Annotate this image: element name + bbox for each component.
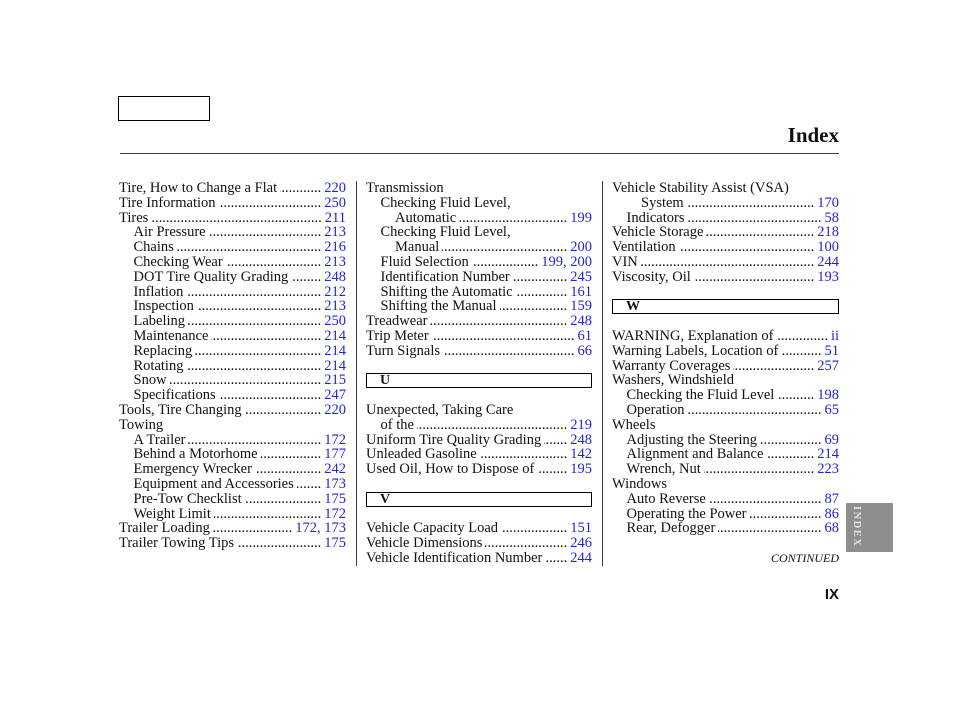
dot-leader	[704, 462, 814, 477]
entry-term: Air Pressure	[133, 224, 206, 241]
page-link[interactable]: 213	[324, 253, 346, 270]
dot-leader	[687, 211, 821, 226]
index-entry	[366, 314, 592, 329]
dot-leader	[226, 255, 322, 270]
page-link[interactable]: 66	[577, 342, 592, 359]
entry-term: Replacing	[133, 342, 193, 359]
index-subentry	[366, 270, 592, 285]
page-link[interactable]: 213	[324, 298, 346, 315]
entry-term: Inflation	[133, 283, 184, 300]
entry-term: Checking Fluid Level,	[380, 194, 511, 211]
index-entry	[366, 329, 592, 344]
entry-term: Emergency Wrecker	[133, 461, 252, 478]
page-link[interactable]: 170	[817, 194, 839, 211]
entry-term: Washers, Windshield	[612, 372, 735, 389]
page-link[interactable]: 58	[824, 209, 839, 226]
dot-leader	[280, 181, 321, 196]
index-entry	[612, 255, 839, 270]
index-entry	[366, 521, 592, 536]
entry-term: of the	[380, 416, 414, 433]
page-link[interactable]: ii	[830, 327, 839, 344]
dot-leader	[261, 447, 322, 462]
page-title: Index	[787, 123, 839, 147]
index-entry	[366, 536, 592, 551]
dot-leader	[777, 388, 814, 403]
page-link[interactable]: 68	[824, 520, 839, 537]
index-entry	[119, 196, 346, 211]
index-subentry	[612, 196, 839, 211]
entry-term: Inspection	[133, 298, 194, 315]
column-divider	[602, 181, 603, 566]
entry-term: Weight Limit	[133, 505, 211, 522]
entry-term: Rear, Defogger	[626, 520, 716, 537]
page-link[interactable]: 215	[324, 372, 346, 389]
page-link[interactable]: 172	[324, 431, 346, 448]
page-link[interactable]: 61	[577, 327, 592, 344]
page-link[interactable]: 242	[324, 461, 346, 478]
entry-term: Viscosity, Oil	[612, 268, 691, 285]
dot-leader	[544, 433, 567, 448]
index-entry	[612, 359, 839, 374]
page-link[interactable]: 246	[570, 535, 592, 552]
entry-term: Towing	[119, 416, 164, 433]
entry-term: Treadwear	[366, 313, 428, 330]
entry-term: Checking Fluid Level,	[380, 224, 511, 241]
page-link[interactable]: 247	[324, 387, 346, 404]
page-link[interactable]: 212	[324, 283, 346, 300]
index-entry	[366, 551, 592, 566]
index-entry	[119, 403, 346, 418]
dot-leader	[513, 270, 568, 285]
dot-leader	[718, 521, 821, 536]
dot-leader	[214, 507, 321, 522]
entry-term: Checking the Fluid Level	[626, 387, 775, 404]
entry-term: Shifting the Manual	[380, 298, 497, 315]
page-link[interactable]: 87	[824, 490, 839, 507]
index-subentry	[119, 344, 346, 359]
index-entry	[119, 521, 346, 536]
page-link[interactable]: 199, 200	[541, 253, 592, 270]
page-link[interactable]: 175	[324, 535, 346, 552]
index-subentry	[119, 225, 346, 240]
index-entry	[119, 536, 346, 551]
index-subentry	[119, 447, 346, 462]
dot-leader	[213, 521, 292, 536]
page-link[interactable]: 69	[824, 431, 839, 448]
header-rule	[120, 153, 839, 154]
entry-term: Maintenance	[133, 327, 209, 344]
entry-term: Tire, How to Change a Flat	[119, 180, 278, 196]
entry-term: System	[641, 194, 684, 211]
entry-term: Specifications	[133, 387, 216, 404]
entry-term: Labeling	[133, 313, 186, 330]
page-link[interactable]: 244	[570, 549, 592, 566]
page-link[interactable]: 216	[324, 239, 346, 256]
page-link[interactable]: 211	[324, 209, 346, 226]
page-link[interactable]: 248	[570, 313, 592, 330]
index-column-2	[366, 181, 592, 566]
entry-term: Warranty Coverages	[612, 357, 731, 374]
page-link[interactable]: 245	[570, 268, 592, 285]
entry-term: Tire Information	[119, 194, 216, 211]
index-entry	[119, 211, 346, 226]
dot-leader	[501, 521, 567, 536]
letter-section-heading	[366, 492, 592, 507]
entry-term: Vehicle Identification Number	[366, 549, 543, 566]
entry-term: Snow	[133, 372, 167, 389]
index-entry	[612, 329, 839, 344]
index-subentry	[366, 255, 592, 270]
page-link[interactable]: 248	[570, 431, 592, 448]
dot-leader	[750, 507, 822, 522]
page-link[interactable]: 248	[324, 268, 346, 285]
index-entry	[612, 225, 839, 240]
dot-leader	[237, 536, 321, 551]
entry-term: Vehicle Capacity Load	[366, 520, 499, 537]
index-subentry	[612, 433, 839, 448]
index-subentry	[119, 477, 346, 492]
page-link[interactable]: 219	[570, 416, 592, 433]
index-entry	[366, 344, 592, 359]
index-subentry	[612, 462, 839, 477]
index-entry	[612, 240, 839, 255]
entry-term: Vehicle Stability Assist (VSA)	[612, 180, 789, 196]
entry-term: Chains	[133, 239, 174, 256]
entry-term: Shifting the Automatic	[380, 283, 513, 300]
entry-term: Fluid Selection	[380, 253, 469, 270]
page-link[interactable]: 244	[817, 253, 839, 270]
page-link[interactable]: 161	[570, 283, 592, 300]
page-link[interactable]: 214	[817, 446, 839, 463]
index-entry	[366, 447, 592, 462]
page-link[interactable]: 142	[570, 446, 592, 463]
entry-term: A Trailer	[133, 431, 186, 448]
page-link[interactable]: 100	[817, 239, 839, 256]
entry-term: Windows	[612, 475, 667, 492]
dot-leader	[219, 388, 322, 403]
dot-leader	[186, 359, 321, 374]
page-link[interactable]: 195	[570, 461, 592, 478]
entry-term: Manual	[395, 239, 440, 256]
dot-leader	[219, 196, 322, 211]
index-subentry	[612, 521, 839, 536]
entry-term: Indicators	[626, 209, 685, 226]
dot-leader	[537, 462, 567, 477]
letter-section-heading	[366, 373, 592, 388]
entry-term: Unexpected, Taking Care	[366, 401, 514, 418]
index-subentry	[119, 492, 346, 507]
entry-term: Alignment and Balance	[626, 446, 764, 463]
index-subentry	[119, 373, 346, 388]
dot-leader	[781, 344, 821, 359]
index-subentry	[119, 329, 346, 344]
page-link[interactable]: 193	[817, 268, 839, 285]
entry-term: Uniform Tire Quality Grading	[366, 431, 542, 448]
entry-term: Turn Signals	[366, 342, 441, 359]
page-link[interactable]: 214	[324, 357, 346, 374]
index-subentry	[366, 418, 592, 433]
index-entry	[612, 270, 839, 285]
page-link[interactable]: 200	[570, 239, 592, 256]
index-subentry	[119, 507, 346, 522]
page-link[interactable]: 86	[824, 505, 839, 522]
index-entry	[119, 181, 346, 196]
dot-leader	[760, 433, 822, 448]
entry-term: Operating the Power	[626, 505, 747, 522]
page-link[interactable]: 199	[570, 209, 592, 226]
column-divider	[356, 181, 357, 566]
index-subentry	[366, 211, 592, 226]
entry-term: Rotating	[133, 357, 184, 374]
dot-leader	[480, 447, 568, 462]
page-link[interactable]: 198	[817, 387, 839, 404]
index-subentry	[119, 270, 346, 285]
index-entry	[366, 403, 592, 418]
index-entry	[612, 477, 839, 492]
dot-leader	[545, 551, 567, 566]
dot-leader	[195, 344, 321, 359]
page-link[interactable]: 51	[824, 342, 839, 359]
dot-leader	[641, 255, 814, 270]
entry-term: Auto Reverse	[626, 490, 706, 507]
entry-term: Operation	[626, 401, 685, 418]
entry-term: Unleaded Gasoline	[366, 446, 477, 463]
index-subentry	[119, 299, 346, 314]
page-number: IX	[824, 586, 839, 603]
page-link[interactable]: 223	[817, 461, 839, 478]
entry-term: Tools, Tire Changing	[119, 401, 242, 418]
index-entry	[612, 373, 839, 388]
page-link[interactable]: 177	[324, 446, 346, 463]
index-entry	[119, 418, 346, 433]
index-subentry	[366, 285, 592, 300]
page-link[interactable]: 214	[324, 327, 346, 344]
entry-term: DOT Tire Quality Grading	[133, 268, 289, 285]
index-subentry	[612, 507, 839, 522]
dot-leader	[500, 299, 568, 314]
entry-term: Trip Meter	[366, 327, 429, 344]
entry-term: Warning Labels, Location of	[612, 342, 779, 359]
dot-leader	[197, 299, 321, 314]
dot-leader	[186, 285, 321, 300]
dot-leader	[297, 477, 321, 492]
entry-term: Vehicle Dimensions	[366, 535, 483, 552]
continued-note: CONTINUED	[770, 551, 839, 565]
section-letter: U	[380, 373, 391, 389]
page-link[interactable]: 175	[324, 490, 346, 507]
dot-leader	[188, 433, 321, 448]
index-subentry	[366, 196, 592, 211]
dot-leader	[442, 240, 567, 255]
dot-leader	[245, 492, 322, 507]
dot-leader	[151, 211, 321, 226]
dot-leader	[687, 403, 821, 418]
entry-term: Trailer Towing Tips	[119, 535, 235, 552]
page-link[interactable]: 151	[570, 520, 592, 537]
dot-leader	[430, 314, 567, 329]
index-subentry	[119, 388, 346, 403]
dot-leader	[766, 447, 814, 462]
entry-term: Pre-Tow Checklist	[133, 490, 242, 507]
section-letter: V	[380, 491, 391, 507]
dot-leader	[694, 270, 815, 285]
entry-term: Identification Number	[380, 268, 510, 285]
index-entry	[366, 462, 592, 477]
page-link[interactable]: 220	[324, 180, 346, 196]
index-subentry	[612, 211, 839, 226]
page-link[interactable]: 218	[817, 224, 839, 241]
entry-term: Checking Wear	[133, 253, 223, 270]
index-subentry	[119, 240, 346, 255]
index-subentry	[612, 492, 839, 507]
entry-term: Used Oil, How to Dispose of	[366, 461, 535, 478]
entry-term: Adjusting the Steering	[626, 431, 757, 448]
dot-leader	[516, 285, 568, 300]
page-link[interactable]: 65	[824, 401, 839, 418]
index-subentry	[119, 359, 346, 374]
dot-leader	[291, 270, 321, 285]
entry-term: Trailer Loading	[119, 520, 210, 537]
index-subentry	[612, 447, 839, 462]
index-subentry	[119, 433, 346, 448]
page-link[interactable]: 214	[324, 342, 346, 359]
entry-term: WARNING, Explanation of	[612, 327, 774, 344]
section-letter: W	[626, 299, 640, 315]
page-link[interactable]: 220	[324, 401, 346, 418]
page-link[interactable]: 172, 173	[295, 520, 346, 537]
dot-leader	[706, 225, 814, 240]
dot-leader	[417, 418, 567, 433]
entry-term: Behind a Motorhome	[133, 446, 258, 463]
letter-section-heading	[612, 299, 839, 314]
entry-term: VIN	[612, 253, 638, 270]
index-subentry	[612, 403, 839, 418]
page-link[interactable]: 213	[324, 224, 346, 241]
index-entry	[612, 418, 839, 433]
index-column-3	[612, 181, 839, 536]
index-entry	[366, 433, 592, 448]
index-column-1	[119, 181, 346, 551]
dot-leader	[485, 536, 567, 551]
dot-leader	[459, 211, 567, 226]
page-link[interactable]: 250	[324, 313, 346, 330]
dot-leader	[188, 314, 321, 329]
dot-leader	[709, 492, 822, 507]
page-link[interactable]: 159	[570, 298, 592, 315]
side-tab-label: INDEX	[851, 506, 862, 548]
page-link[interactable]: 250	[324, 194, 346, 211]
dot-leader	[443, 344, 574, 359]
entry-term: Vehicle Storage	[612, 224, 704, 241]
dot-leader	[679, 240, 815, 255]
dot-leader	[472, 255, 539, 270]
blank-label-box	[118, 96, 210, 121]
entry-term: Ventilation	[612, 239, 676, 256]
index-entry	[612, 181, 839, 196]
dot-leader	[170, 373, 322, 388]
index-subentry	[366, 299, 592, 314]
entry-term: Wrench, Nut	[626, 461, 701, 478]
entry-term: Wheels	[612, 416, 656, 433]
index-subentry	[612, 388, 839, 403]
entry-term: Transmission	[366, 180, 444, 196]
index-entry	[366, 181, 592, 196]
dot-leader	[255, 462, 321, 477]
index-side-tab	[846, 503, 893, 552]
index-subentry	[366, 225, 592, 240]
dot-leader	[245, 403, 322, 418]
index-subentry	[119, 285, 346, 300]
page-link[interactable]: 172	[324, 505, 346, 522]
index-subentry	[119, 314, 346, 329]
page-link[interactable]: 257	[817, 357, 839, 374]
dot-leader	[432, 329, 575, 344]
index-subentry	[119, 462, 346, 477]
dot-leader	[776, 329, 827, 344]
page-link[interactable]: 173	[324, 475, 346, 492]
dot-leader	[177, 240, 321, 255]
index-subentry	[366, 240, 592, 255]
dot-leader	[733, 359, 814, 374]
entry-term: Automatic	[395, 209, 457, 226]
dot-leader	[209, 225, 322, 240]
dot-leader	[211, 329, 321, 344]
entry-term: Equipment and Accessories	[133, 475, 294, 492]
entry-term: Tires	[119, 209, 149, 226]
index-subentry	[119, 255, 346, 270]
index-entry	[612, 344, 839, 359]
dot-leader	[687, 196, 815, 211]
